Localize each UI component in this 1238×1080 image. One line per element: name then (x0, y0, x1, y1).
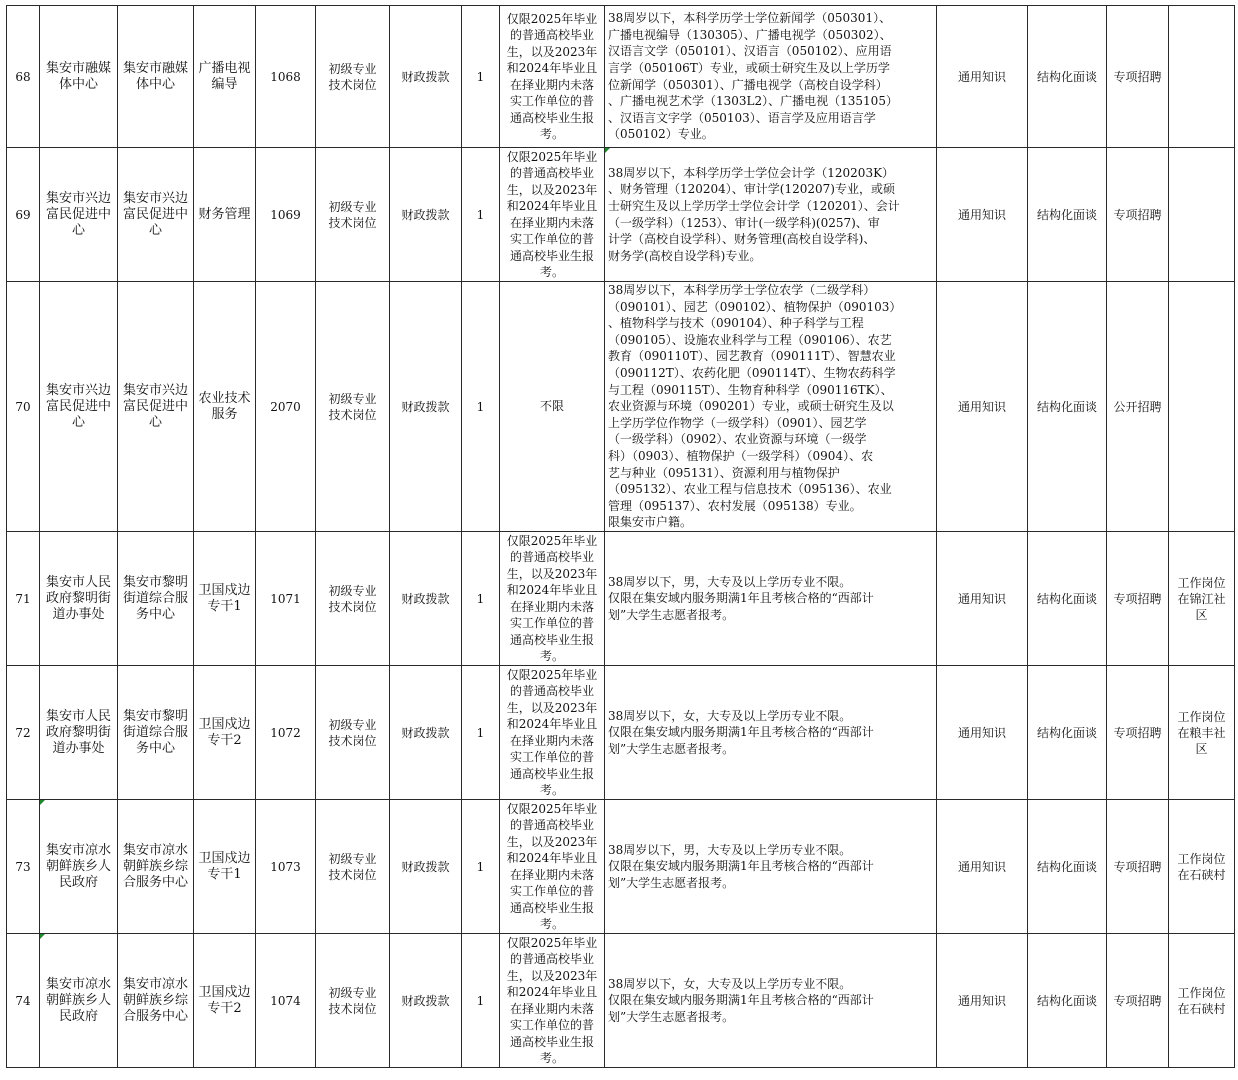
department-cell-line: 集安市融媒 (45, 60, 111, 76)
row-number: 68 (7, 6, 40, 148)
department-cell (40, 532, 118, 666)
requirements-cell (605, 666, 937, 800)
post-category-cell (316, 148, 390, 282)
graduate-limit-cell-line: 通高校毕业生报 (509, 900, 594, 915)
requirements-cell-line: 划”大学生志愿者报考。 (608, 875, 735, 890)
requirements-cell-line: 财务学(高校自设学科)专业。 (608, 248, 762, 263)
post-code-cell: 1068 (256, 6, 316, 148)
department-cell-line: 集安市兴边 (45, 190, 111, 206)
graduate-limit-cell-line: 生，以及2023年 (506, 834, 598, 849)
requirements-cell (605, 934, 937, 1068)
requirements-cell (605, 800, 937, 934)
post-name-cell (194, 282, 256, 532)
remark-cell-line: 在锦江社 (1177, 591, 1226, 606)
post-category-cell-line: 技术岗位 (328, 733, 377, 748)
requirements-cell-line: 划”大学生志愿者报考。 (608, 607, 735, 622)
post-code-cell: 1073 (256, 800, 316, 934)
post-name-cell-line: 卫国戍边 (198, 850, 251, 866)
graduate-limit-cell-line: 的普通高校毕业 (509, 818, 594, 832)
requirements-cell-line: 与工程（090115T）、生物育种科学（090116TK）、 (608, 382, 893, 397)
graduate-limit-cell-line: 生，以及2023年 (506, 44, 598, 59)
unit-cell-line: 集安市凉水 (122, 976, 188, 992)
funding-cell: 财政拨款 (390, 666, 462, 800)
requirements-cell-line: 38周岁以下，男，大专及以上学历专业不限。 (608, 842, 852, 857)
unit-cell-line: 朝鲜族乡综 (122, 992, 188, 1008)
requirements-cell-line: 划”大学生志愿者报考。 (608, 1009, 735, 1024)
funding-cell: 财政拨款 (390, 532, 462, 666)
exam-subject-cell: 通用知识 (937, 934, 1028, 1068)
post-name-cell-line: 卫国戍边 (198, 582, 251, 598)
remark-cell (1169, 934, 1235, 1068)
post-name-cell-line: 专干2 (207, 1000, 242, 1016)
unit-cell-line: 务中心 (135, 740, 175, 756)
graduate-limit-cell (500, 800, 605, 934)
recruit-mode-cell: 专项招聘 (1107, 666, 1169, 800)
graduate-limit-cell-line: 在择业期内未落 (509, 215, 594, 230)
requirements-cell-line: （090105）、设施农业科学与工程（090106）、农艺 (608, 332, 892, 347)
recruit-mode-cell: 专项招聘 (1107, 800, 1169, 934)
interview-type-cell: 结构化面谈 (1028, 666, 1107, 800)
recruit-mode-cell: 专项招聘 (1107, 934, 1169, 1068)
post-name-cell-line: 专干1 (207, 866, 242, 882)
requirements-cell-line: （050102）专业。 (608, 127, 714, 142)
table-row (7, 532, 1235, 666)
department-cell (40, 148, 118, 282)
post-category-cell-line: 初级专业 (328, 391, 377, 406)
graduate-limit-cell-line: 在择业期内未落 (509, 867, 594, 882)
department-cell-line: 道办事处 (52, 606, 105, 622)
department-cell-line: 道办事处 (52, 740, 105, 756)
unit-cell (118, 532, 194, 666)
requirements-cell-line: 仅限在集安域内服务期满1年且考核合格的“西部计 (608, 591, 874, 606)
funding-cell: 财政拨款 (390, 800, 462, 934)
remark-cell-line: 区 (1195, 741, 1208, 756)
recruit-mode-cell: 公开招聘 (1107, 282, 1169, 532)
post-name-cell (194, 532, 256, 666)
requirements-cell-line: 计学（高校自设学科）、财务管理(高校自设学科)、 (608, 232, 876, 247)
requirements-cell-line: （090101）、园艺（090102）、植物保护（090103） (608, 299, 902, 314)
graduate-limit-cell-line: 和2024年毕业且 (506, 985, 598, 999)
post-code-cell: 1071 (256, 532, 316, 666)
unit-cell-line: 集安市融媒 (122, 60, 188, 76)
unit-cell-line: 街道综合服 (122, 590, 188, 606)
graduate-limit-cell-line: 实工作单位的普 (509, 232, 594, 246)
requirements-cell-line: 位新闻学（050301）、广播电视学（高校自设学科） (608, 77, 888, 92)
remark-cell-line: 在石硖村 (1177, 1001, 1226, 1016)
headcount-cell: 1 (462, 532, 500, 666)
post-category-cell-line: 初级专业 (328, 717, 377, 732)
post-category-cell-line: 初级专业 (328, 851, 377, 866)
graduate-limit-cell-line: 的普通高校毕业 (509, 952, 594, 966)
department-cell-line: 集安市人民 (45, 574, 111, 590)
exam-subject-cell: 通用知识 (937, 282, 1028, 532)
graduate-limit-cell-line: 在择业期内未落 (509, 599, 594, 614)
post-name-cell-line: 服务 (211, 406, 238, 422)
post-category-cell-line: 初级专业 (328, 61, 377, 76)
post-category-cell-line: 初级专业 (328, 199, 377, 214)
graduate-limit-cell-line: 仅限2025年毕业 (506, 801, 598, 816)
department-cell (40, 800, 118, 934)
graduate-limit-cell-line: 实工作单位的普 (509, 884, 594, 898)
requirements-cell-line: 教育（090110T）、园艺教育（090111T）、智慧农业 (608, 349, 896, 364)
graduate-limit-cell-line: 仅限2025年毕业 (506, 667, 598, 682)
headcount-cell: 1 (462, 148, 500, 282)
recruit-mode-cell: 专项招聘 (1107, 532, 1169, 666)
post-category-cell-line: 技术岗位 (328, 867, 377, 882)
unit-cell (118, 800, 194, 934)
post-category-cell-line: 初级专业 (328, 985, 377, 1000)
remark-cell (1169, 6, 1235, 148)
unit-cell-line: 集安市兴边 (122, 382, 188, 398)
post-category-cell-line: 初级专业 (328, 583, 377, 598)
remark-cell (1169, 148, 1235, 282)
graduate-limit-cell-line: 和2024年毕业且 (506, 61, 598, 75)
unit-cell-line: 集安市兴边 (122, 190, 188, 206)
unit-cell-line: 富民促进中 (122, 398, 188, 414)
exam-subject-cell: 通用知识 (937, 532, 1028, 666)
interview-type-cell: 结构化面谈 (1028, 148, 1107, 282)
requirements-cell (605, 282, 937, 532)
graduate-limit-cell-line: 通高校毕业生报 (509, 632, 594, 647)
requirements-cell-line: 38周岁以下，女，大专及以上学历专业不限。 (608, 708, 852, 723)
graduate-limit-cell-line: 实工作单位的普 (509, 94, 594, 108)
post-name-cell-line: 财务管理 (198, 206, 251, 222)
graduate-limit-cell-line: 实工作单位的普 (509, 1018, 594, 1032)
graduate-limit-cell (500, 666, 605, 800)
graduate-limit-cell (500, 148, 605, 282)
graduate-limit-cell-line: 仅限2025年毕业 (506, 11, 598, 26)
remark-cell-line: 区 (1195, 607, 1208, 622)
post-name-cell-line: 专干2 (207, 732, 242, 748)
exam-subject-cell: 通用知识 (937, 148, 1028, 282)
requirements-cell-line: （一级学科）（0902）、农业资源与环境（一级学 (608, 432, 867, 447)
graduate-limit-cell-line: 考。 (539, 649, 564, 663)
requirements-cell-line: 38周岁以下，本科学历学士学位新闻学（050301）、 (608, 11, 892, 26)
requirements-cell-line: 农业资源与环境（090201）专业，或硕士研究生及以 (608, 399, 894, 414)
requirements-cell-line: 、植物科学与技术（090104）、种子科学与工程 (608, 316, 864, 331)
unit-cell (118, 934, 194, 1068)
remark-cell (1169, 532, 1235, 666)
department-cell-line: 心 (71, 414, 85, 430)
post-name-cell (194, 934, 256, 1068)
graduate-limit-cell-line: 的普通高校毕业 (509, 28, 594, 42)
headcount-cell: 1 (462, 666, 500, 800)
post-category-cell (316, 282, 390, 532)
department-cell-line: 政府黎明街 (45, 724, 111, 740)
remark-cell-line: 在粮丰社 (1177, 725, 1226, 740)
requirements-cell-line: （一级学科）（1253）、审计(一级学科)(0257)、审 (608, 215, 880, 230)
unit-cell (118, 148, 194, 282)
row-number: 74 (7, 934, 40, 1068)
unit-cell-line: 体中心 (135, 76, 175, 92)
post-name-cell-line: 卫国戍边 (198, 716, 251, 732)
interview-type-cell: 结构化面谈 (1028, 6, 1107, 148)
recruit-mode-cell: 专项招聘 (1107, 148, 1169, 282)
post-name-cell (194, 800, 256, 934)
unit-cell (118, 666, 194, 800)
post-category-cell-line: 技术岗位 (328, 599, 377, 614)
requirements-cell-line: 上学历学位作物学（一级学科）（0901）、园艺学 (608, 415, 867, 430)
post-name-cell (194, 6, 256, 148)
requirements-cell-line: 仅限在集安域内服务期满1年且考核合格的“西部计 (608, 859, 874, 874)
department-cell (40, 666, 118, 800)
graduate-limit-cell-line: 在择业期内未落 (509, 733, 594, 748)
recruitment-table-wrapper (6, 5, 1235, 1068)
remark-cell-line: 在石硖村 (1177, 867, 1226, 882)
funding-cell: 财政拨款 (390, 6, 462, 148)
graduate-limit-cell-line: 和2024年毕业且 (506, 199, 598, 213)
funding-cell: 财政拨款 (390, 934, 462, 1068)
department-cell-line: 集安市凉水 (45, 842, 111, 858)
exam-subject-cell: 通用知识 (937, 6, 1028, 148)
graduate-limit-cell-line: 不限 (539, 399, 564, 414)
graduate-limit-cell-line: 和2024年毕业且 (506, 851, 598, 865)
remark-cell-line: 工作岗位 (1177, 851, 1226, 866)
table-body (7, 6, 1235, 1068)
post-name-cell-line: 专干1 (207, 598, 242, 614)
graduate-limit-cell-line: 通高校毕业生报 (509, 766, 594, 781)
requirements-cell-line: 仅限在集安域内服务期满1年且考核合格的“西部计 (608, 725, 874, 740)
unit-cell-line: 集安市黎明 (122, 708, 188, 724)
row-number: 72 (7, 666, 40, 800)
unit-cell-line: 合服务中心 (122, 1008, 188, 1024)
requirements-cell-line: 广播电视编导（130305）、广播电视学（050302）、 (608, 27, 892, 42)
post-code-cell: 2070 (256, 282, 316, 532)
requirements-cell-line: 士研究生及以上学历学士学位会计学（120201）、会计 (608, 198, 900, 213)
post-category-cell (316, 6, 390, 148)
graduate-limit-cell (500, 282, 605, 532)
department-cell-line: 集安市凉水 (45, 976, 111, 992)
post-name-cell-line: 编导 (211, 76, 238, 92)
post-category-cell (316, 666, 390, 800)
requirements-cell-line: 、广播电视艺术学（1303L2）、广播电视（135105） (608, 94, 898, 109)
post-category-cell-line: 技术岗位 (328, 407, 377, 422)
requirements-cell-line: 38周岁以下，本科学历学士学位会计学（120203K） (608, 165, 895, 180)
interview-type-cell: 结构化面谈 (1028, 532, 1107, 666)
headcount-cell: 1 (462, 282, 500, 532)
post-name-cell-line: 农业技术 (198, 390, 251, 406)
unit-cell-line: 集安市凉水 (122, 842, 188, 858)
requirements-cell-line: 管理（095137）、农村发展（095138）专业。 (608, 498, 862, 513)
remark-cell-line: 工作岗位 (1177, 985, 1226, 1000)
requirements-cell-line: 汉语言文学（050101）、汉语言（050102）、应用语 (608, 44, 892, 59)
department-cell-line: 心 (71, 222, 85, 238)
post-category-cell (316, 934, 390, 1068)
graduate-limit-cell-line: 生，以及2023年 (506, 700, 598, 715)
requirements-cell (605, 6, 937, 148)
department-cell-line: 民政府 (58, 1008, 98, 1024)
interview-type-cell: 结构化面谈 (1028, 934, 1107, 1068)
post-name-cell (194, 148, 256, 282)
graduate-limit-cell-line: 考。 (539, 265, 564, 279)
graduate-limit-cell-line: 考。 (539, 917, 564, 931)
table-row (7, 148, 1235, 282)
graduate-limit-cell (500, 934, 605, 1068)
graduate-limit-cell (500, 6, 605, 148)
graduate-limit-cell-line: 的普通高校毕业 (509, 684, 594, 698)
graduate-limit-cell-line: 的普通高校毕业 (509, 550, 594, 564)
requirements-cell (605, 532, 937, 666)
row-number: 71 (7, 532, 40, 666)
department-cell (40, 282, 118, 532)
table-row (7, 800, 1235, 934)
unit-cell (118, 6, 194, 148)
remark-cell (1169, 282, 1235, 532)
department-cell-line: 朝鲜族乡人 (45, 992, 111, 1008)
post-category-cell-line: 技术岗位 (328, 77, 377, 92)
headcount-cell: 1 (462, 934, 500, 1068)
graduate-limit-cell-line: 生，以及2023年 (506, 968, 598, 983)
graduate-limit-cell-line: 通高校毕业生报 (509, 110, 594, 125)
exam-subject-cell: 通用知识 (937, 800, 1028, 934)
unit-cell (118, 282, 194, 532)
graduate-limit-cell-line: 实工作单位的普 (509, 750, 594, 764)
table-row (7, 282, 1235, 532)
remark-cell-line: 工作岗位 (1177, 575, 1226, 590)
graduate-limit-cell-line: 通高校毕业生报 (509, 248, 594, 263)
department-cell (40, 6, 118, 148)
requirements-cell-line: （095132）、农业工程与信息技术（095136）、农业 (608, 482, 892, 497)
remark-cell (1169, 800, 1235, 934)
post-category-cell (316, 532, 390, 666)
requirements-cell-line: 限集安市户籍。 (608, 515, 693, 530)
department-cell-line: 富民促进中 (45, 206, 111, 222)
department-cell-line: 集安市人民 (45, 708, 111, 724)
headcount-cell: 1 (462, 6, 500, 148)
graduate-limit-cell-line: 通高校毕业生报 (509, 1034, 594, 1049)
graduate-limit-cell-line: 仅限2025年毕业 (506, 533, 598, 548)
post-category-cell-line: 技术岗位 (328, 215, 377, 230)
requirements-cell-line: （090112T）、农药化肥（090114T）、生物农药科学 (608, 366, 896, 381)
department-cell-line: 政府黎明街 (45, 590, 111, 606)
recruit-mode-cell: 专项招聘 (1107, 6, 1169, 148)
requirements-cell-line: 言学（050106T）专业，或硕士研究生及以上学历学 (608, 60, 890, 75)
recruitment-table (6, 5, 1235, 1068)
requirements-cell-line: 38周岁以下，本科学历学士学位农学（二级学科） (608, 283, 876, 298)
headcount-cell: 1 (462, 800, 500, 934)
exam-subject-cell: 通用知识 (937, 666, 1028, 800)
graduate-limit-cell-line: 在择业期内未落 (509, 1001, 594, 1016)
row-number: 70 (7, 282, 40, 532)
requirements-cell-line: 、财务管理（120204）、审计学(120207)专业，或硕 (608, 182, 895, 197)
department-cell-line: 体中心 (58, 76, 98, 92)
graduate-limit-cell (500, 532, 605, 666)
requirements-cell-line: 科）（0903）、植物保护（一级学科）（0904）、农 (608, 448, 874, 463)
unit-cell-line: 合服务中心 (122, 874, 188, 890)
row-number: 73 (7, 800, 40, 934)
graduate-limit-cell-line: 的普通高校毕业 (509, 166, 594, 180)
table-row (7, 666, 1235, 800)
unit-cell-line: 朝鲜族乡综 (122, 858, 188, 874)
graduate-limit-cell-line: 考。 (539, 783, 564, 797)
requirements-cell-line: 38周岁以下，女，大专及以上学历专业不限。 (608, 976, 852, 991)
graduate-limit-cell-line: 和2024年毕业且 (506, 583, 598, 597)
requirements-cell (605, 148, 937, 282)
requirements-cell-line: 38周岁以下，男，大专及以上学历专业不限。 (608, 574, 852, 589)
department-cell-line: 朝鲜族乡人 (45, 858, 111, 874)
remark-cell-line: 工作岗位 (1177, 709, 1226, 724)
department-cell-line: 集安市兴边 (45, 382, 111, 398)
requirements-cell-line: 划”大学生志愿者报考。 (608, 741, 735, 756)
interview-type-cell: 结构化面谈 (1028, 800, 1107, 934)
department-cell (40, 934, 118, 1068)
graduate-limit-cell-line: 实工作单位的普 (509, 616, 594, 630)
graduate-limit-cell-line: 考。 (539, 1051, 564, 1065)
post-name-cell-line: 广播电视 (198, 60, 251, 76)
graduate-limit-cell-line: 生，以及2023年 (506, 566, 598, 581)
interview-type-cell: 结构化面谈 (1028, 282, 1107, 532)
graduate-limit-cell-line: 仅限2025年毕业 (506, 935, 598, 950)
department-cell-line: 富民促进中 (45, 398, 111, 414)
unit-cell-line: 心 (148, 222, 162, 238)
requirements-cell-line: 、汉语言文字学（050103）、语言学及应用语言学 (608, 110, 876, 125)
requirements-cell-line: 艺与种业（095131）、资源利用与植物保护 (608, 465, 840, 480)
graduate-limit-cell-line: 和2024年毕业且 (506, 717, 598, 731)
unit-cell-line: 务中心 (135, 606, 175, 622)
post-category-cell (316, 800, 390, 934)
table-row (7, 6, 1235, 148)
post-code-cell: 1072 (256, 666, 316, 800)
graduate-limit-cell-line: 考。 (539, 127, 564, 141)
row-number: 69 (7, 148, 40, 282)
funding-cell: 财政拨款 (390, 148, 462, 282)
unit-cell-line: 集安市黎明 (122, 574, 188, 590)
department-cell-line: 民政府 (58, 874, 98, 890)
graduate-limit-cell-line: 仅限2025年毕业 (506, 149, 598, 164)
post-category-cell-line: 技术岗位 (328, 1001, 377, 1016)
post-name-cell-line: 卫国戍边 (198, 984, 251, 1000)
unit-cell-line: 街道综合服 (122, 724, 188, 740)
table-row (7, 934, 1235, 1068)
requirements-cell-line: 仅限在集安域内服务期满1年且考核合格的“西部计 (608, 993, 874, 1008)
unit-cell-line: 富民促进中 (122, 206, 188, 222)
remark-cell (1169, 666, 1235, 800)
graduate-limit-cell-line: 生，以及2023年 (506, 182, 598, 197)
funding-cell: 财政拨款 (390, 282, 462, 532)
post-name-cell (194, 666, 256, 800)
post-code-cell: 1069 (256, 148, 316, 282)
graduate-limit-cell-line: 在择业期内未落 (509, 77, 594, 92)
unit-cell-line: 心 (148, 414, 162, 430)
post-code-cell: 1074 (256, 934, 316, 1068)
